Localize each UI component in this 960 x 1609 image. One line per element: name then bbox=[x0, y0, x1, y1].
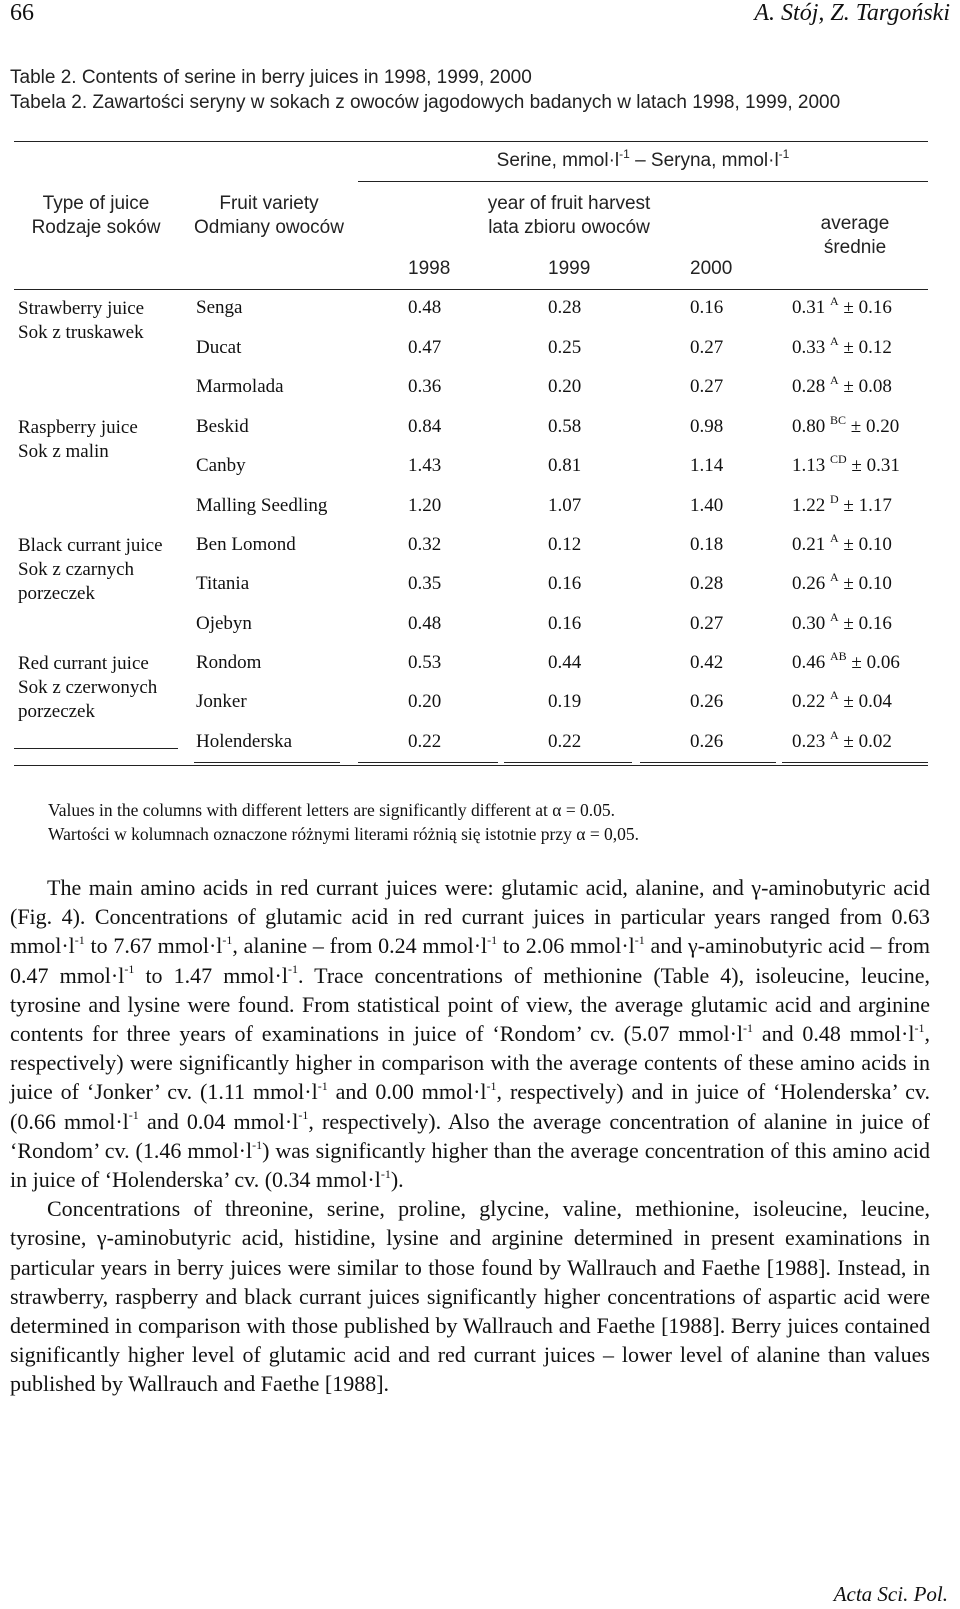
juice-type-pl: Sok z czerwonych porzeczek bbox=[18, 677, 158, 722]
value-1998-cell: 0.32 bbox=[408, 534, 442, 555]
average-value: 0.80 bbox=[792, 416, 826, 437]
value-1998-cell: 0.36 bbox=[408, 376, 442, 397]
text-run: and γ-aminobutyric acid – from 0.47 mmol·l bbox=[10, 933, 930, 988]
value-2000-cell: 0.26 bbox=[690, 731, 724, 752]
table-top-rule bbox=[14, 141, 928, 142]
superscript: -1 bbox=[287, 962, 298, 977]
text-run: ) was significantly higher than the average concentration of this amino acid in juice of ‘Holenderska’ cv. (0.34 mmol·l bbox=[10, 1137, 930, 1193]
value-1999-cell: 0.16 bbox=[548, 573, 582, 594]
serine-header-exp-pl: -1 bbox=[778, 146, 790, 161]
significance-letter: A bbox=[830, 372, 839, 387]
average-cell bbox=[792, 372, 892, 398]
text-run: . Trace concentrations of methionine (Table 4), isoleucine, leucine, tyrosine and lysine were found. From statistical point of view, the average glutamic acid and arginine contents for three years of examinations in juice of ‘Rondom’ cv. (5.07 mmol·l bbox=[10, 962, 930, 1047]
text-run: ). bbox=[390, 1167, 404, 1193]
standard-deviation: ± 1.17 bbox=[843, 495, 892, 516]
page-number: 66 bbox=[10, 0, 34, 26]
running-authors: A. Stój, Z. Targoński bbox=[754, 0, 950, 26]
average-cell bbox=[792, 491, 892, 517]
value-2000-cell: 0.27 bbox=[690, 376, 724, 397]
col-rule-1999 bbox=[504, 762, 632, 763]
serine-header-main: Serine, mmol·l bbox=[496, 150, 620, 171]
average-value: 0.33 bbox=[792, 337, 826, 358]
standard-deviation: ± 0.16 bbox=[843, 297, 892, 318]
text-run: to 2.06 mmol·l bbox=[497, 933, 635, 959]
value-1999-cell: 0.44 bbox=[548, 652, 582, 673]
variety-cell: Malling Seedling bbox=[196, 495, 328, 516]
variety-cell: Titania bbox=[196, 573, 250, 594]
value-1999-cell: 0.28 bbox=[548, 297, 582, 318]
value-1998-cell: 0.53 bbox=[408, 652, 442, 673]
standard-deviation: ± 0.10 bbox=[843, 534, 892, 555]
col-header-type-en: Type of juice bbox=[42, 193, 150, 214]
juice-type-raspberry bbox=[18, 416, 188, 464]
average-header bbox=[782, 212, 928, 260]
superscript: -1 bbox=[128, 1108, 139, 1123]
juice-type-en: Raspberry juice bbox=[18, 417, 138, 438]
col-header-variety bbox=[186, 192, 352, 240]
value-1999-cell: 0.16 bbox=[548, 613, 582, 634]
value-2000-cell: 0.27 bbox=[690, 337, 724, 358]
significance-letter: AB bbox=[830, 648, 847, 663]
value-1999-cell: 0.20 bbox=[548, 376, 582, 397]
table-note-en: Values in the columns with different letters are significantly different at α = 0.05. bbox=[48, 800, 616, 820]
average-value: 1.13 bbox=[792, 455, 826, 476]
superscript: -1 bbox=[380, 1166, 391, 1181]
superscript: -1 bbox=[298, 1108, 309, 1123]
average-cell bbox=[792, 333, 892, 359]
juice-type-black-currant bbox=[18, 534, 188, 606]
table-bottom-rule bbox=[14, 765, 928, 766]
average-value: 1.22 bbox=[792, 495, 826, 516]
juice-type-pl: Sok z czarnych porzeczek bbox=[18, 559, 135, 604]
standard-deviation: ± 0.10 bbox=[843, 573, 892, 594]
significance-letter: BC bbox=[830, 412, 847, 427]
paragraph-1 bbox=[10, 873, 930, 1194]
average-cell bbox=[792, 412, 900, 438]
juice-type-pl: Sok z malin bbox=[18, 441, 109, 462]
value-2000-cell: 0.16 bbox=[690, 297, 724, 318]
juice-type-pl: Sok z truskawek bbox=[18, 322, 144, 343]
col-header-variety-pl: Odmiany owoców bbox=[194, 217, 344, 238]
average-value: 0.31 bbox=[792, 297, 826, 318]
variety-cell: Ben Lomond bbox=[196, 534, 296, 555]
average-value: 0.21 bbox=[792, 534, 826, 555]
table-note-pl: Wartości w kolumnach oznaczone różnymi literami różnią się istotnie przy α = 0,05. bbox=[48, 824, 640, 844]
text-run: The main amino acids in red currant juices were: glutamic acid, alanine, and γ-aminobutyric acid (Fig. 4). Concentrations of glutamic acid in red currant juices in particular years ranged from 0.63 mmol·l bbox=[10, 875, 930, 959]
col-rule-type bbox=[14, 748, 178, 749]
average-cell bbox=[792, 727, 892, 753]
variety-cell: Ducat bbox=[196, 337, 242, 358]
serine-header-exp: -1 bbox=[619, 146, 630, 161]
superscript: -1 bbox=[222, 933, 233, 948]
standard-deviation: ± 0.31 bbox=[851, 455, 900, 476]
variety-cell: Canby bbox=[196, 455, 246, 476]
value-2000-cell: 0.28 bbox=[690, 573, 724, 594]
year-2000-header: 2000 bbox=[690, 258, 733, 279]
body-text bbox=[10, 873, 930, 1399]
average-value: 0.23 bbox=[792, 731, 826, 752]
text-run: to 7.67 mmol·l bbox=[84, 933, 223, 959]
average-cell bbox=[792, 569, 892, 595]
juice-type-en: Black currant juice bbox=[18, 535, 163, 556]
variety-cell: Holenderska bbox=[196, 731, 293, 752]
superscript: -1 bbox=[317, 1079, 328, 1094]
table-caption-en: Table 2. Contents of serine in berry juices in 1998, 1999, 2000 bbox=[10, 67, 532, 88]
text-run: , respectively). Also the average concentration of alanine in juice of ‘Rondom’ cv. (1.46 mmol·l bbox=[10, 1108, 930, 1163]
superscript: -1 bbox=[124, 962, 135, 977]
superscript: -1 bbox=[634, 933, 645, 948]
table-caption-pl: Tabela 2. Zawartości seryny w sokach z owoców jagodowych badanych w latach 1998, 1999, 2000 bbox=[10, 92, 841, 113]
juice-type-en: Red currant juice bbox=[18, 653, 149, 674]
value-1999-cell: 0.81 bbox=[548, 455, 582, 476]
juice-type-red-currant bbox=[18, 652, 188, 724]
juice-type-strawberry bbox=[18, 297, 188, 345]
significance-letter: CD bbox=[830, 451, 847, 466]
text-run: to 1.47 mmol·l bbox=[134, 962, 288, 988]
significance-letter: A bbox=[830, 569, 839, 584]
value-1998-cell: 0.35 bbox=[408, 573, 442, 594]
journal-footer: Acta Sci. Pol. bbox=[833, 1582, 948, 1606]
variety-cell: Ojebyn bbox=[196, 613, 252, 634]
col-rule-1998 bbox=[358, 762, 498, 763]
text-run: , respectively) and in juice of ‘Holenderska’ cv. (0.66 mmol·l bbox=[10, 1079, 931, 1134]
average-header-en: average bbox=[820, 213, 890, 234]
serine-header bbox=[358, 146, 928, 172]
value-1998-cell: 0.48 bbox=[408, 297, 442, 318]
significance-letter: A bbox=[830, 687, 839, 702]
average-cell bbox=[792, 451, 900, 477]
average-cell bbox=[792, 648, 900, 674]
year-1999-header: 1999 bbox=[548, 258, 591, 279]
harvest-header bbox=[424, 192, 714, 240]
standard-deviation: ± 0.16 bbox=[843, 613, 892, 634]
significance-letter: A bbox=[830, 727, 839, 742]
variety-cell: Beskid bbox=[196, 416, 249, 437]
text-run: , alanine – from 0.24 mmol·l bbox=[232, 933, 488, 959]
significance-letter: A bbox=[830, 609, 839, 624]
value-1998-cell: 1.43 bbox=[408, 455, 442, 476]
average-cell bbox=[792, 293, 892, 319]
year-1998-header: 1998 bbox=[408, 258, 451, 279]
col-rule-variety bbox=[194, 762, 340, 763]
paragraph-2: Concentrations of threonine, serine, proline, glycine, valine, methionine, isoleucine, leucine, tyrosine, γ-aminobutyric acid, histidine, lysine and arginine determined in present examinations in particular years in berry juices were similar to those found by Wallrauch and Faethe [1988]. Instead, in strawberry, raspberry and black currant juices significantly higher concentrations of aspartic acid were determined in comparison with those published by Wallrauch and Faethe [1988]. Berry juices contained significantly higher level of glutamic acid and red currant juices – lower level of alanine than values published by Wallrauch and Faethe [1988]. bbox=[10, 1196, 930, 1397]
variety-cell: Rondom bbox=[196, 652, 262, 673]
average-value: 0.30 bbox=[792, 613, 826, 634]
average-value: 0.26 bbox=[792, 573, 826, 594]
variety-cell: Jonker bbox=[196, 691, 247, 712]
standard-deviation: ± 0.08 bbox=[843, 376, 892, 397]
value-1998-cell: 0.20 bbox=[408, 691, 442, 712]
standard-deviation: ± 0.02 bbox=[843, 731, 892, 752]
col-rule-2000 bbox=[640, 762, 776, 763]
average-cell bbox=[792, 530, 892, 556]
value-1998-cell: 0.22 bbox=[408, 731, 442, 752]
standard-deviation: ± 0.06 bbox=[851, 652, 900, 673]
average-header-pl: średnie bbox=[823, 237, 887, 258]
value-1998-cell: 0.48 bbox=[408, 613, 442, 634]
significance-letter: A bbox=[830, 333, 839, 348]
significance-letter: A bbox=[830, 530, 839, 545]
significance-letter: D bbox=[830, 491, 839, 506]
harvest-header-en: year of fruit harvest bbox=[487, 193, 651, 214]
value-2000-cell: 0.98 bbox=[690, 416, 724, 437]
superscript: -1 bbox=[486, 1079, 497, 1094]
average-cell bbox=[792, 687, 892, 713]
header-bottom-rule bbox=[14, 289, 928, 290]
average-value: 0.28 bbox=[792, 376, 826, 397]
variety-cell: Senga bbox=[196, 297, 243, 318]
average-value: 0.22 bbox=[792, 691, 826, 712]
value-1998-cell: 1.20 bbox=[408, 495, 442, 516]
superscript: -1 bbox=[914, 1020, 925, 1035]
superscript: -1 bbox=[487, 933, 498, 948]
value-1999-cell: 0.19 bbox=[548, 691, 582, 712]
col-header-type bbox=[14, 192, 178, 240]
average-cell bbox=[792, 609, 892, 635]
standard-deviation: ± 0.20 bbox=[850, 416, 900, 437]
col-rule-average bbox=[782, 762, 928, 763]
value-1999-cell: 0.12 bbox=[548, 534, 582, 555]
superscript: -1 bbox=[743, 1020, 754, 1035]
serine-header-rule bbox=[358, 181, 928, 182]
text-run: and 0.00 mmol·l bbox=[327, 1079, 487, 1105]
value-2000-cell: 1.14 bbox=[690, 455, 724, 476]
significance-letter: A bbox=[830, 293, 839, 308]
value-2000-cell: 0.26 bbox=[690, 691, 724, 712]
variety-cell: Marmolada bbox=[196, 376, 284, 397]
value-1999-cell: 0.22 bbox=[548, 731, 582, 752]
average-value: 0.46 bbox=[792, 652, 826, 673]
value-1999-cell: 0.25 bbox=[548, 337, 582, 358]
value-2000-cell: 0.27 bbox=[690, 613, 724, 634]
value-2000-cell: 0.18 bbox=[690, 534, 724, 555]
value-1999-cell: 0.58 bbox=[548, 416, 582, 437]
juice-type-en: Strawberry juice bbox=[18, 298, 145, 319]
value-1998-cell: 0.84 bbox=[408, 416, 442, 437]
standard-deviation: ± 0.04 bbox=[843, 691, 892, 712]
value-2000-cell: 0.42 bbox=[690, 652, 724, 673]
serine-header-pl: – Seryna, mmol·l bbox=[629, 150, 779, 171]
value-1998-cell: 0.47 bbox=[408, 337, 442, 358]
value-2000-cell: 1.40 bbox=[690, 495, 724, 516]
harvest-header-pl: lata zbioru owoców bbox=[488, 217, 650, 238]
value-1999-cell: 1.07 bbox=[548, 495, 582, 516]
text-run: and 0.48 mmol·l bbox=[753, 1021, 915, 1047]
superscript: -1 bbox=[74, 933, 85, 948]
standard-deviation: ± 0.12 bbox=[843, 337, 892, 358]
col-header-type-pl: Rodzaje soków bbox=[31, 217, 161, 238]
text-run: , respectively) were significantly higher in comparison with the average contents of these amino acids in juice of ‘Jonker’ cv. (1.11 mmol·l bbox=[10, 1021, 930, 1105]
superscript: -1 bbox=[252, 1137, 263, 1152]
col-header-variety-en: Fruit variety bbox=[219, 193, 319, 214]
text-run: and 0.04 mmol·l bbox=[138, 1108, 299, 1134]
